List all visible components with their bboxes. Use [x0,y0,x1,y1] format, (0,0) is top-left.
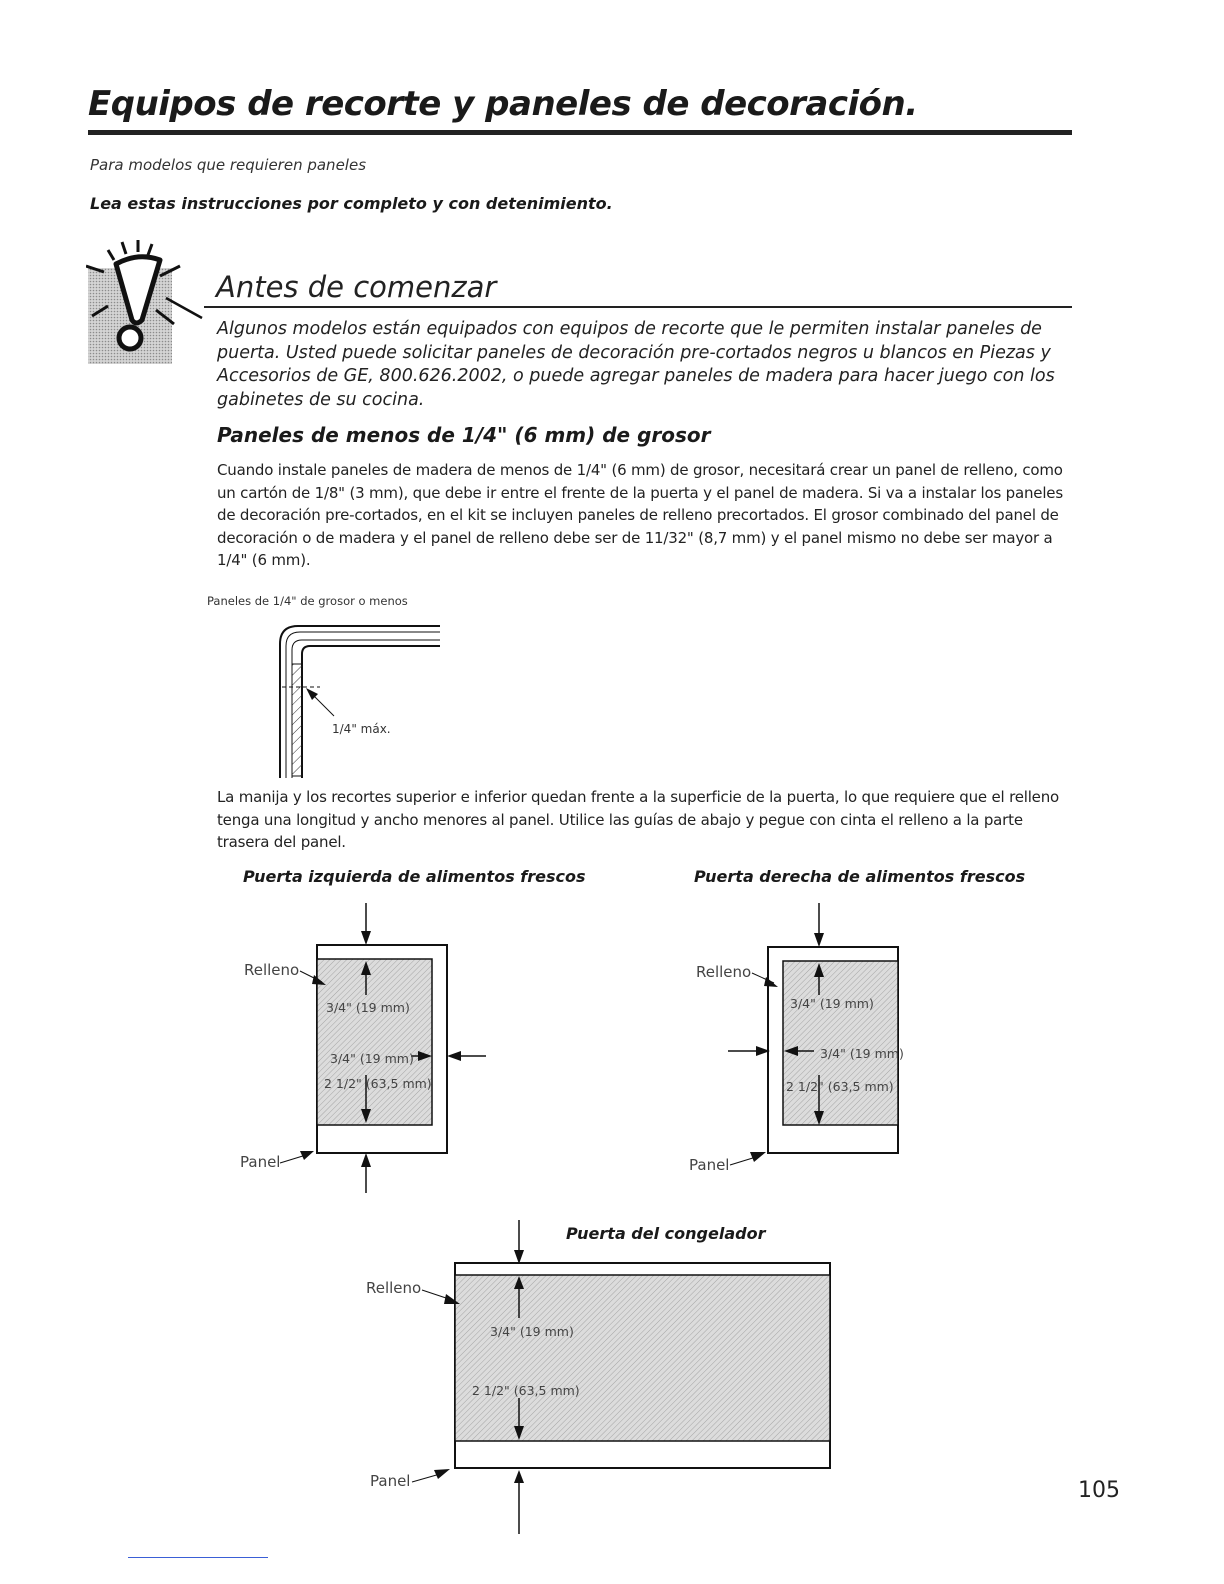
page-title: Equipos de recorte y paneles de decoración. [88,84,918,124]
subsection-heading: Paneles de menos de 1/4" (6 mm) de grosor [217,423,711,447]
title-rule [88,130,1072,135]
body-paragraph-2: La manija y los recortes superior e inferior quedan frente a la superficie de la puerta, lo que requiere que el relleno tenga una longitud y ancho menores al panel. Utilice las guías de abajo y pegue con cinta el relleno a la parte trasera del panel. [217,788,1059,851]
right-panel-label: Panel [689,1156,730,1174]
left-top-dim: 3/4" (19 mm) [326,1000,410,1015]
page-subtitle: Para modelos que requieren paneles [90,156,367,174]
freezer-bottom-dim: 2 1/2" (63,5 mm) [472,1383,580,1398]
left-door-title: Puerta izquierda de alimentos frescos [243,867,586,886]
left-relleno [317,959,432,1125]
instruction-text: Lea estas instrucciones por completo y con detenimiento. [90,194,613,213]
freezer-door-diagram [360,1218,840,1540]
panel-cross-section-diagram [270,618,450,783]
right-door-diagram [680,895,970,1200]
freezer-panel-label: Panel [370,1472,411,1490]
left-relleno-label: Relleno [244,961,300,979]
right-top-dim: 3/4" (19 mm) [790,996,874,1011]
footer-line [128,1557,268,1558]
right-door-title: Puerta derecha de alimentos frescos [694,867,1026,886]
right-bottom-dim: 2 1/2" (63,5 mm) [786,1079,894,1094]
left-bottom-dim: 2 1/2" (63,5 mm) [324,1076,432,1091]
body-paragraph-1: Cuando instale paneles de madera de menos de 1/4" (6 mm) de grosor, necesitará crear un panel de relleno, como un cartón de 1/8" (3 mm), que debe ir entre el frente de la puerta y el panel de madera. Si va a instalar los paneles de decoración pre-cortados, en el kit se incluyen paneles de relleno precortados. El grosor combinado del panel de decoración o de madera y el panel de relleno debe ser de 11/32" (8,7 mm) y el panel mismo no debe ser mayor a 1/4" (6 mm). [217,461,1063,569]
figure-label: Paneles de 1/4" de grosor o menos [207,594,408,608]
freezer-door-title: Puerta del congelador [566,1224,766,1243]
freezer-top-dim: 3/4" (19 mm) [490,1324,574,1339]
warning-icon [86,238,208,366]
freezer-relleno [455,1275,830,1441]
section-rule [204,306,1072,308]
right-relleno [783,961,898,1125]
max-thickness-label: 1/4" máx. [332,722,391,736]
right-relleno-label: Relleno [696,963,752,981]
intro-paragraph: Algunos modelos están equipados con equipos de recorte que le permiten instalar paneles de puerta. Usted puede solicitar paneles de decoración pre-cortados negros u blancos en Piezas y Accesorios de GE, 800.626.2002, o puede agregar paneles de madera para hacer juego con los gabinetes de su cocina. [217,319,1055,410]
section-heading: Antes de comenzar [216,270,497,304]
left-panel-label: Panel [240,1153,281,1171]
left-door-diagram [230,895,520,1200]
freezer-relleno-label: Relleno [366,1279,422,1297]
right-side-dim: 3/4" (19 mm) [820,1046,904,1061]
page-number: 105 [1078,1478,1120,1503]
left-side-dim: 3/4" (19 mm) [330,1051,414,1066]
